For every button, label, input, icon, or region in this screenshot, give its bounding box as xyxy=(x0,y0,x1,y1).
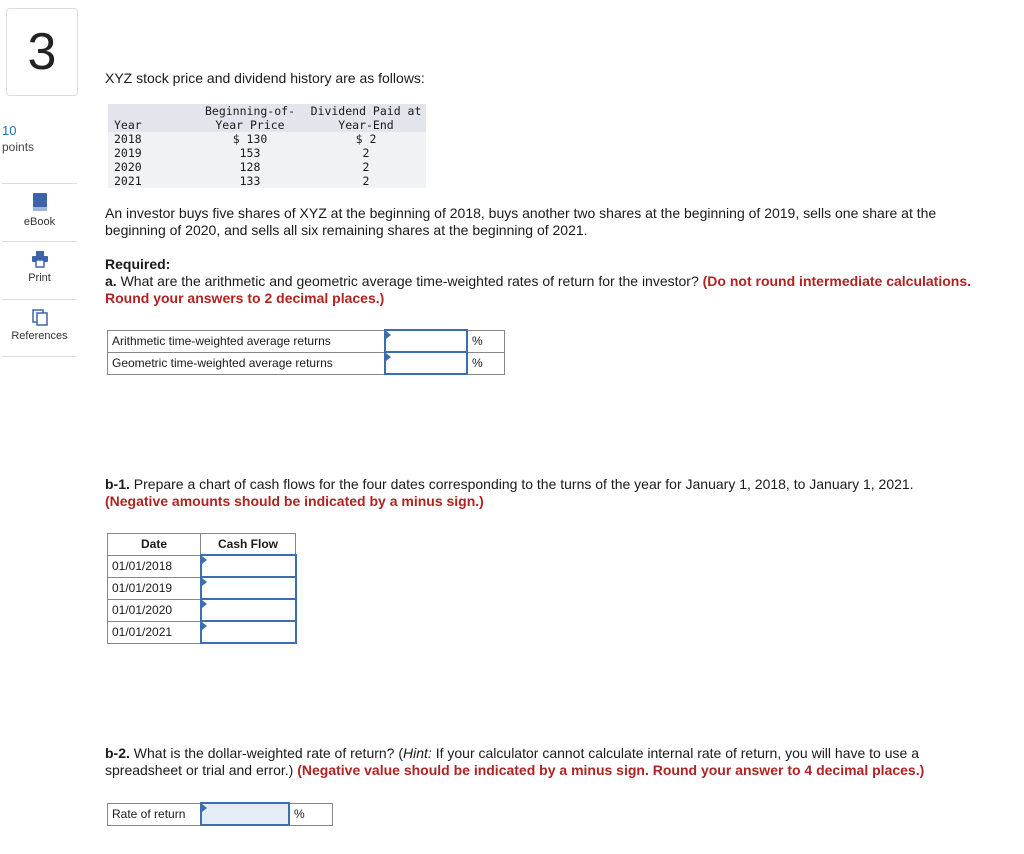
rate-of-return-table xyxy=(107,802,333,826)
history-header-row xyxy=(108,104,426,132)
part-b2-instruction: (Negative value should be indicated by a minus sign. Round your answer to 4 decimal places.) xyxy=(297,762,925,778)
references-label: References xyxy=(11,330,68,342)
part-a-question: What are the arithmetic and geometric average time-weighted rates of return for the investor? xyxy=(116,273,703,289)
hint-label: Hint: xyxy=(403,745,432,761)
part-b1-prefix: b-1. xyxy=(105,476,130,492)
cash-flow-input[interactable] xyxy=(201,621,296,643)
printer-icon xyxy=(31,250,49,268)
part-b1-instruction: (Negative amounts should be indicated by a minus sign.) xyxy=(105,493,484,509)
input-marker-icon xyxy=(386,353,391,361)
dividend-cell: 2 xyxy=(300,160,426,174)
part-b1-text xyxy=(105,476,995,510)
points-label: points xyxy=(2,140,35,154)
date-cell: 01/01/2021 xyxy=(108,621,201,643)
points-info xyxy=(2,122,34,156)
part-b2-question-b: If your calculator cannot calculate internal rate of return, you will have to use a spreadsheet or trial and error.) xyxy=(105,745,919,778)
dividend-cell: $ 2 xyxy=(300,132,426,146)
input-marker-icon xyxy=(202,600,207,608)
book-icon xyxy=(32,192,48,212)
table-row xyxy=(108,621,296,643)
part-a-text xyxy=(105,256,995,307)
table-row xyxy=(108,555,296,577)
table-row xyxy=(108,577,296,599)
geometric-label: Geometric time-weighted average returns xyxy=(108,352,386,374)
dividend-cell: 2 xyxy=(300,174,426,188)
date-cell: 01/01/2019 xyxy=(108,577,201,599)
header-price xyxy=(194,104,300,132)
rate-of-return-input[interactable] xyxy=(201,803,289,825)
date-cell: 01/01/2020 xyxy=(108,599,201,621)
header-dividend-line2: Year-End xyxy=(338,118,394,132)
ebook-label: eBook xyxy=(23,216,56,228)
part-a-prefix: a. xyxy=(105,273,117,289)
table-row xyxy=(108,132,426,146)
part-b2-question-a: What is the dollar-weighted rate of return? ( xyxy=(129,745,404,761)
part-b2-prefix: b-2. xyxy=(105,745,130,761)
cash-flow-input[interactable] xyxy=(201,555,296,577)
rate-of-return-label: Rate of return xyxy=(108,803,202,825)
year-cell: 2021 xyxy=(108,174,194,188)
references-button[interactable] xyxy=(2,299,77,357)
print-label: Print xyxy=(28,272,51,284)
table-row xyxy=(108,330,505,352)
part-b2-text xyxy=(105,745,995,779)
required-label: Required: xyxy=(105,256,171,272)
arithmetic-unit: % xyxy=(467,330,505,352)
cash-flow-table xyxy=(107,533,297,644)
price-cell: 153 xyxy=(194,146,300,160)
geometric-input[interactable] xyxy=(385,352,467,374)
input-marker-icon xyxy=(202,804,207,812)
table-row xyxy=(108,599,296,621)
header-dividend-line1: Dividend Paid at xyxy=(310,104,422,118)
geometric-unit: % xyxy=(467,352,505,374)
year-cell: 2019 xyxy=(108,146,194,160)
input-marker-icon xyxy=(202,622,207,630)
part-a-instruction: (Do not round intermediate calculations. Round your answers to 2 decimal places.) xyxy=(105,273,971,306)
ebook-button[interactable] xyxy=(2,183,77,241)
table-row xyxy=(108,803,333,825)
rate-of-return-unit: % xyxy=(289,803,333,825)
intro-text: XYZ stock price and dividend history are as follows: xyxy=(105,70,425,86)
scenario-text: An investor buys five shares of XYZ at the beginning of 2018, buys another two shares at the beginning of 2019, sells one share at the beginning of 2020, and sells all six remaining shares at the beginning of 2021. xyxy=(105,205,937,238)
input-marker-icon xyxy=(202,556,207,564)
table-row xyxy=(108,352,505,374)
input-marker-icon xyxy=(202,578,207,586)
header-dividend xyxy=(300,104,426,132)
header-year: Year xyxy=(108,104,194,132)
year-cell: 2020 xyxy=(108,160,194,174)
sidebar xyxy=(2,183,77,357)
question-number-text: 3 xyxy=(27,23,57,81)
price-cell: $ 130 xyxy=(194,132,300,146)
part-a-answer-table xyxy=(107,329,505,375)
dividend-cell: 2 xyxy=(300,146,426,160)
price-cell: 133 xyxy=(194,174,300,188)
arithmetic-label: Arithmetic time-weighted average returns xyxy=(108,330,386,352)
arithmetic-input[interactable] xyxy=(385,330,467,352)
table-row xyxy=(108,160,426,174)
part-b1-question: Prepare a chart of cash flows for the four dates corresponding to the turns of the year for January 1, 2018, to January 1, 2021. xyxy=(129,476,914,492)
cash-flow-input[interactable] xyxy=(201,577,296,599)
cash-flow-input[interactable] xyxy=(201,599,296,621)
date-cell: 01/01/2018 xyxy=(108,555,201,577)
header-price-line2: Year Price xyxy=(215,118,285,132)
price-cell: 128 xyxy=(194,160,300,174)
cash-flow-header-row xyxy=(108,534,296,556)
header-price-line1: Beginning-of- xyxy=(204,104,295,118)
points-value: 10 xyxy=(2,123,17,138)
references-icon xyxy=(31,308,49,326)
cash-flow-header: Cash Flow xyxy=(201,534,296,556)
print-button[interactable] xyxy=(2,241,77,299)
table-row xyxy=(108,146,426,160)
table-row xyxy=(108,174,426,188)
stock-history-table xyxy=(108,104,426,188)
date-header: Date xyxy=(108,534,201,556)
year-cell: 2018 xyxy=(108,132,194,146)
input-marker-icon xyxy=(386,331,391,339)
question-number xyxy=(6,8,78,96)
